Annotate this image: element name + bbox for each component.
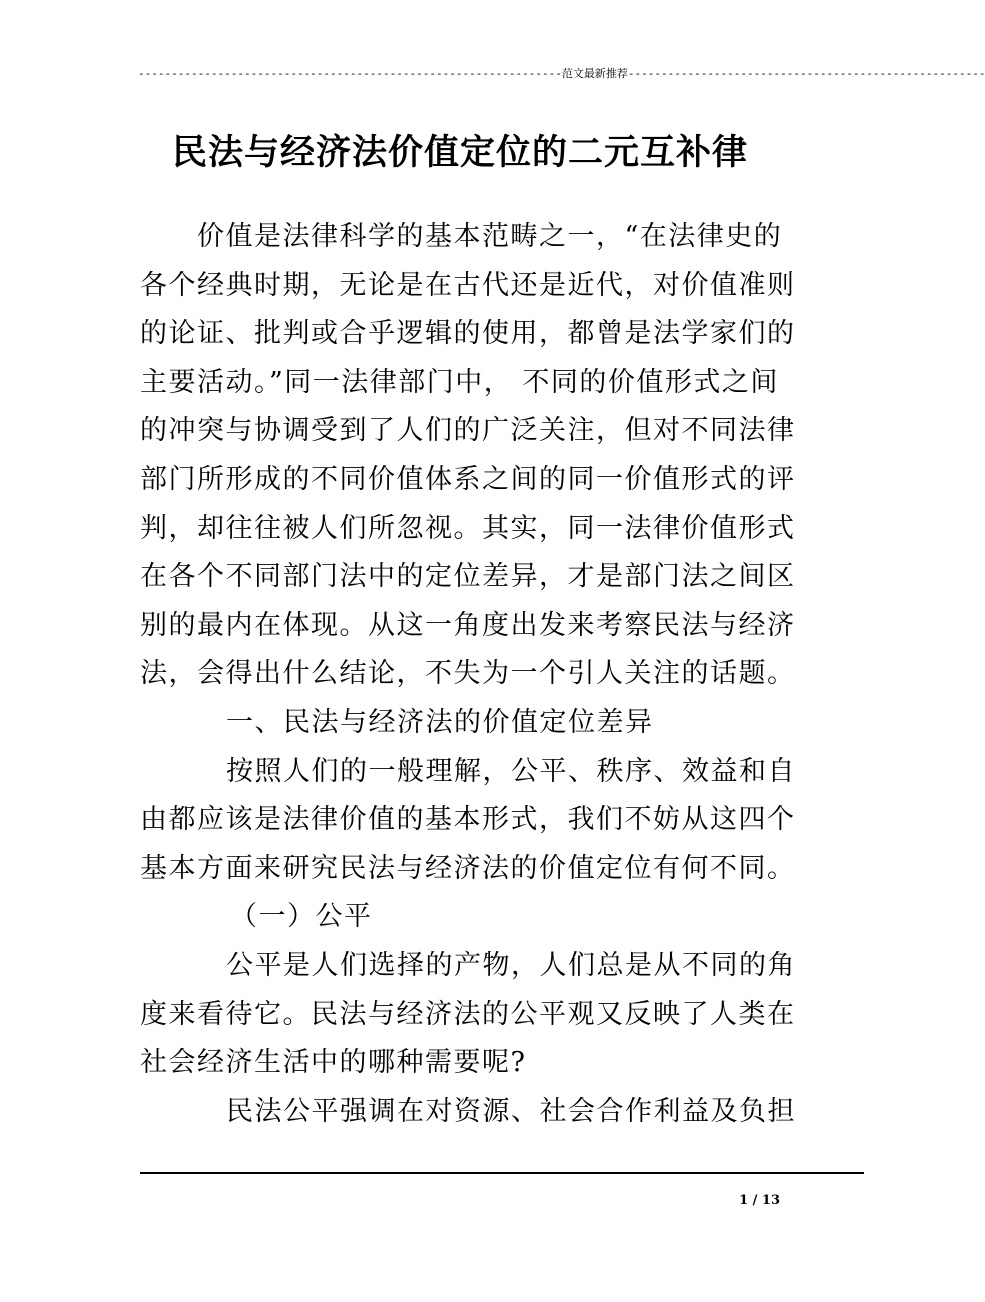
body-line: 基本方面来研究民法与经济法的价值定位有何不同。 xyxy=(140,852,796,884)
footer-divider xyxy=(140,1172,864,1174)
body-line: 的冲突与协调受到了人们的广泛关注，但对不同法律 xyxy=(140,415,796,447)
body-line: 度来看待它。民法与经济法的公平观又反映了人类在 xyxy=(140,998,796,1030)
body-line: 法，会得出什么结论，不失为一个引人关注的话题。 xyxy=(140,658,796,690)
body-line: 公平是人们选择的产物，人们总是从不同的角 xyxy=(226,949,796,981)
document-title: 民法与经济法价值定位的二元互补律 xyxy=(171,133,748,173)
page-number: 1 / 13 xyxy=(739,1193,780,1208)
subsection-heading: （一）公平 xyxy=(230,901,373,933)
body-line: 各个经典时期，无论是在古代还是近代，对价值准则 xyxy=(140,269,796,301)
section-heading: 一、民法与经济法的价值定位差异 xyxy=(226,706,654,738)
body-line: 判，却往往被人们所忽视。其实，同一法律价值形式 xyxy=(140,512,796,544)
body-line: 部门所形成的不同价值体系之间的同一价值形式的评 xyxy=(140,463,796,495)
body-line: 主要活动。”同一法律部门中， 不同的价值形式之间 xyxy=(140,366,779,398)
document-body xyxy=(140,213,796,1136)
body-line: 按照人们的一般理解，公平、秩序、效益和自 xyxy=(226,755,796,787)
body-line: 由都应该是法律价值的基本形式，我们不妨从这四个 xyxy=(140,804,796,836)
body-line: 在各个不同部门法中的定位差异，才是部门法之间区 xyxy=(140,561,796,593)
body-line: 的论证、批判或合乎逻辑的使用，都曾是法学家们的 xyxy=(140,318,796,350)
page-header: ----------------------------------------------------------------范文最新推荐------------------------------------------------------ xyxy=(138,67,985,80)
body-line: 社会经济生活中的哪种需要呢? xyxy=(140,1047,527,1079)
body-line: 别的最内在体现。从这一角度出发来考察民法与经济 xyxy=(140,609,796,641)
body-line: 价值是法律科学的基本范畴之一，“在法律史的 xyxy=(197,221,783,252)
body-line: 民法公平强调在对资源、社会合作利益及负担 xyxy=(226,1095,796,1127)
